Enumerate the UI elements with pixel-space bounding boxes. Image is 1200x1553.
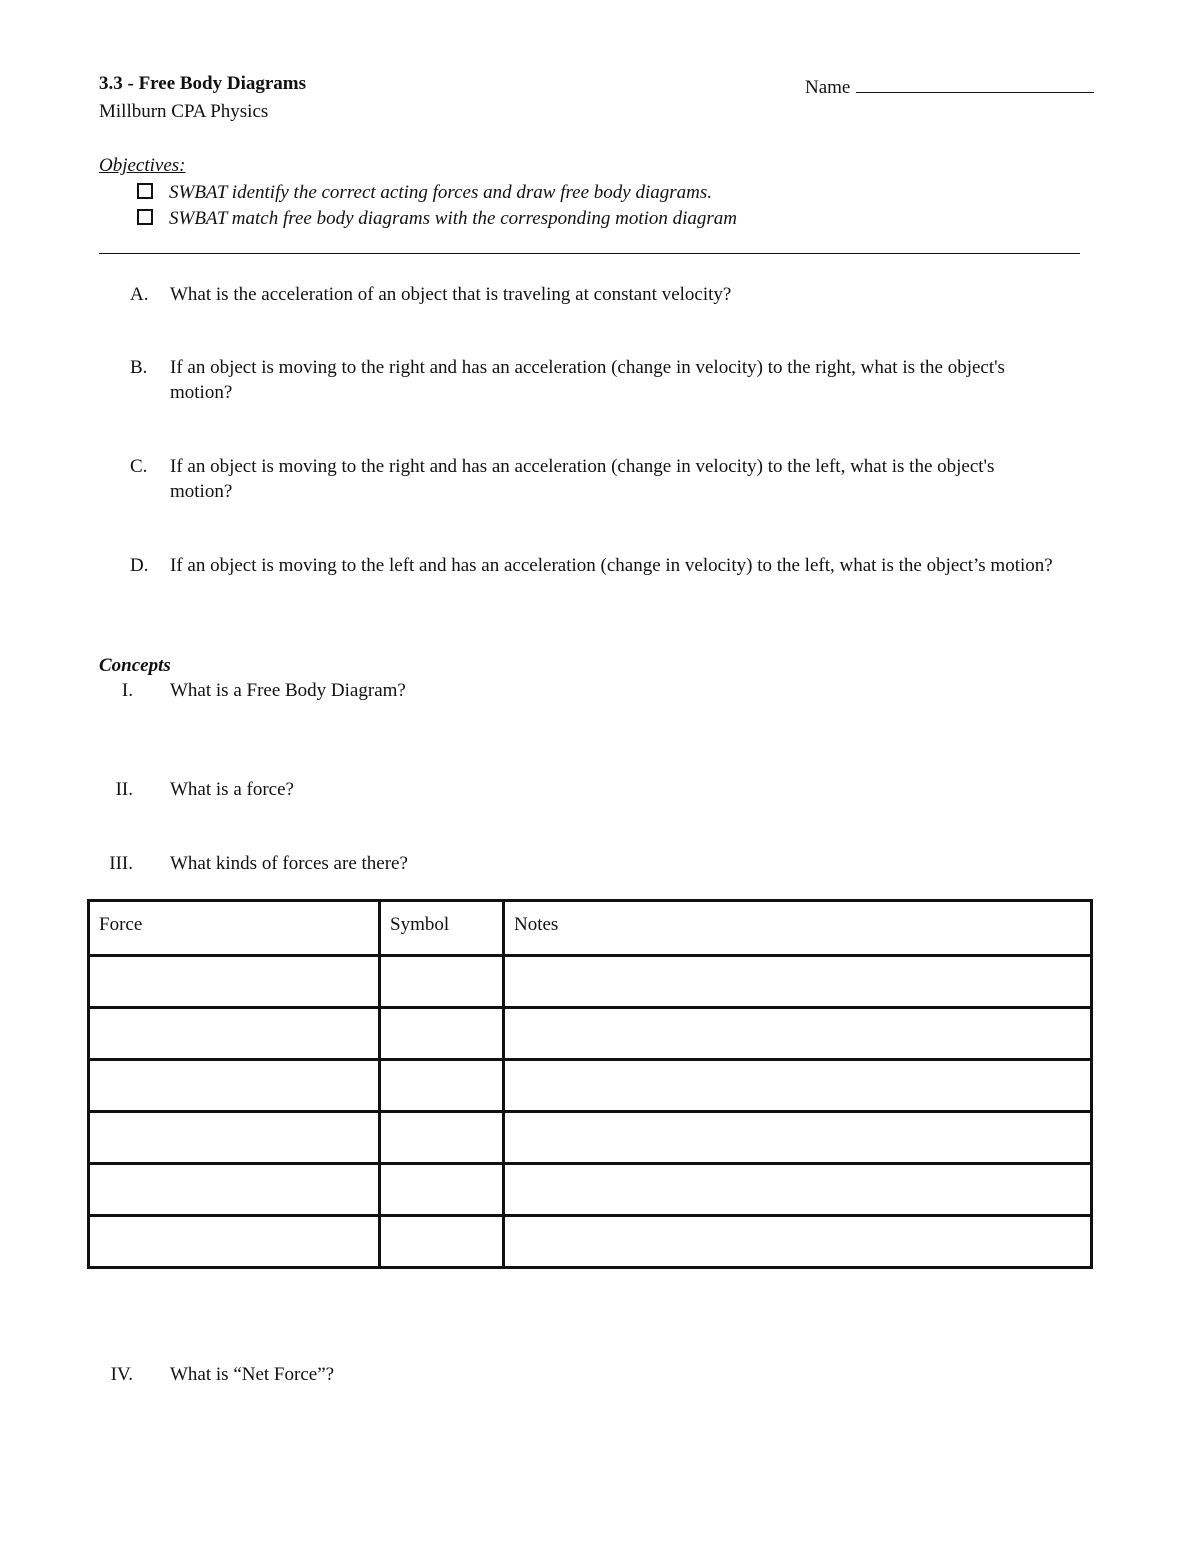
question-label: C. bbox=[130, 456, 148, 477]
concept-text: What kinds of forces are there? bbox=[170, 853, 408, 874]
concept-numeral: II. bbox=[115, 779, 133, 800]
concept-numeral: III. bbox=[109, 853, 133, 874]
forces-table bbox=[87, 899, 1093, 1269]
table-cell[interactable] bbox=[380, 1008, 504, 1060]
table-row bbox=[89, 1008, 1092, 1060]
table-cell[interactable] bbox=[89, 1164, 380, 1216]
concept-text: What is a force? bbox=[170, 779, 294, 800]
table-cell[interactable] bbox=[89, 1216, 380, 1268]
table-header-row bbox=[89, 901, 1092, 956]
divider-line bbox=[99, 253, 1080, 254]
table-cell[interactable] bbox=[504, 1164, 1092, 1216]
question-text: If an object is moving to the left and has an acceleration (change in velocity) to the left, what is the object’s motion? bbox=[170, 555, 1053, 576]
course-name: Millburn CPA Physics bbox=[99, 101, 269, 122]
question-label: B. bbox=[130, 357, 148, 378]
header-notes: Notes bbox=[504, 901, 1092, 956]
name-label: Name bbox=[805, 77, 851, 98]
table-cell[interactable] bbox=[504, 1060, 1092, 1112]
table-row bbox=[89, 956, 1092, 1008]
question-text: If an object is moving to the right and has an acceleration (change in velocity) to the left, what is the object's motion? bbox=[170, 456, 995, 502]
concept-text: What is a Free Body Diagram? bbox=[170, 680, 406, 701]
table-cell[interactable] bbox=[380, 1112, 504, 1164]
question-text: What is the acceleration of an object that is traveling at constant velocity? bbox=[170, 284, 732, 305]
objectives-heading: Objectives: bbox=[99, 155, 186, 176]
table-cell[interactable] bbox=[89, 1008, 380, 1060]
table-cell[interactable] bbox=[89, 1060, 380, 1112]
question-label: D. bbox=[130, 555, 149, 576]
checkbox-icon[interactable] bbox=[137, 183, 153, 199]
objective-item bbox=[137, 207, 737, 231]
header-symbol: Symbol bbox=[380, 901, 504, 956]
header-force: Force bbox=[89, 901, 380, 956]
question-text: If an object is moving to the right and has an acceleration (change in velocity) to the right, what is the object's motion? bbox=[170, 357, 1005, 403]
table-row bbox=[89, 1060, 1092, 1112]
checkbox-icon[interactable] bbox=[137, 209, 153, 225]
table-cell[interactable] bbox=[380, 1164, 504, 1216]
worksheet-title: 3.3 - Free Body Diagrams bbox=[99, 73, 307, 94]
concepts-heading: Concepts bbox=[99, 655, 171, 676]
table-cell[interactable] bbox=[89, 956, 380, 1008]
table-cell[interactable] bbox=[504, 956, 1092, 1008]
concept-numeral: IV. bbox=[110, 1364, 133, 1385]
table-cell[interactable] bbox=[504, 1112, 1092, 1164]
table-row bbox=[89, 1216, 1092, 1268]
name-blank-line[interactable] bbox=[856, 72, 1094, 93]
objective-item bbox=[137, 181, 712, 205]
table-row bbox=[89, 1164, 1092, 1216]
table-cell[interactable] bbox=[380, 956, 504, 1008]
table-cell[interactable] bbox=[380, 1060, 504, 1112]
table-cell[interactable] bbox=[504, 1008, 1092, 1060]
name-field bbox=[805, 72, 1094, 100]
table-row bbox=[89, 1112, 1092, 1164]
objective-text: SWBAT identify the correct acting forces and draw free body diagrams. bbox=[169, 182, 713, 203]
concept-text: What is “Net Force”? bbox=[170, 1364, 335, 1385]
table-cell[interactable] bbox=[89, 1112, 380, 1164]
table-cell[interactable] bbox=[380, 1216, 504, 1268]
table-cell[interactable] bbox=[504, 1216, 1092, 1268]
concept-numeral: I. bbox=[121, 680, 133, 701]
objective-text: SWBAT match free body diagrams with the corresponding motion diagram bbox=[169, 208, 738, 229]
question-label: A. bbox=[130, 284, 149, 305]
